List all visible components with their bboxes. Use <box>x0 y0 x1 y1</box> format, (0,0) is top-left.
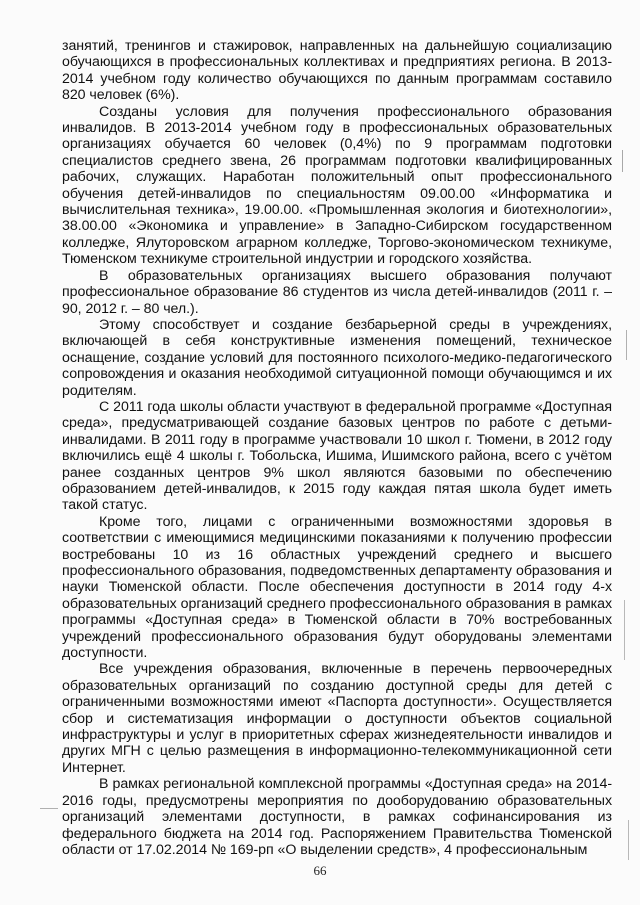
paragraph-accessibility-passports: Все учреждения образования, включенные в перечень первоочередных образовательных организаций по созданию доступной среды для детей с ограниченными возможностями имеют «Паспорта доступности». Осуществляется сбор и систематизация информации о доступности объектов социальной инфраструктуры и услуг в приоритетных сферах жизнедеятельности инвалидов и других МГН с целью размещения в информационно-телекоммуникационной сети Интернет. <box>62 661 612 776</box>
paragraph-disabled-education: Созданы условия для получения профессионального образования инвалидов. В 2013-2014 учебном году в профессиональных образовательных организациях обучается 60 человек (0,4%) по 9 программам подготовки специалистов среднего звена, 26 программам подготовки квалифицированных рабочих, служащих. Наработан положительный опыт профессионального обучения детей-инвалидов по специальностям 09.00.00 «Информатика и вычислительная техника», 19.00.00. «Промышленная экология и биотехнологии», 38.00.00 «Экономика и управление» в Западно-Сибирском государственном колледже, Ялуторовском аграрном колледже, Торгово-экономическом техникуме, Тюменском техникуме строительной индустрии и городского хозяйства. <box>62 103 612 268</box>
scan-artifact <box>622 150 623 172</box>
scan-artifact <box>624 600 625 660</box>
paragraph-continuation: занятий, тренингов и стажировок, направленных на дальнейшую социализацию обучающихся в профессиональных коллективах и предприятиях региона. В 2013-2014 учебном году количество обучающихся по данным программам составило 820 человек (6%). <box>62 38 612 104</box>
scan-artifact <box>40 808 58 809</box>
body-text <box>62 38 612 858</box>
paragraph-limited-abilities: Кроме того, лицами с ограниченными возможностями здоровья в соответствии с имеющимися медицинскими показаниями к получению профессии востребованы 10 из 16 областных учреждений среднего и высшего профессионального образования, подведомственных департаменту образования и науки Тюменской области. После обеспечения доступности в 2014 году 4-х образовательных организаций среднего профессионального образования в рамках программы «Доступная среда» в Тюменской области в 70% востребованных учреждений профессионального образования будут оборудованы элементами доступности. <box>62 513 612 662</box>
scan-artifact <box>628 820 629 860</box>
paragraph-higher-education: В образовательных организациях высшего образования получают профессиональное образование 86 студентов из числа детей-инвалидов (2011 г. – 90, 2012 г. – 80 чел.). <box>62 267 612 317</box>
paragraph-regional-program: В рамках региональной комплексной программы «Доступная среда» на 2014-2016 годы, предусмотрены мероприятия по дооборудованию образовательных организаций элементами доступности, в рамках софинансирования из федерального бюджета на 2014 год. Распоряжением Правительства Тюменской области от 17.02.2014 № 169-рп «О выделении средств», 4 профессиональным <box>62 776 612 858</box>
page-number: 66 <box>313 863 327 878</box>
paragraph-schools-program: С 2011 года школы области участвуют в федеральной программе «Доступная среда», предусматривающей создание базовых центров по работе с детьми-инвалидами. В 2011 году в программе участвовали 10 школ г. Тюмени, в 2012 году включились ещё 4 школы г. Тобольска, Ишима, Ишимского района, всего с учётом ранее созданных центров 9% школ являются базовыми по обеспечению образованием детей-инвалидов, к 2015 году каждая пятая школа будет иметь такой статус. <box>62 398 612 514</box>
paragraph-barrier-free: Этому способствует и создание безбарьерной среды в учреждениях, включающей в себя конструктивные изменения помещений, техническое оснащение, создание условий для постоянного психолого-медико-педагогического сопровождения и оказания необходимой ситуационной помощи обучающимся и их родителям. <box>62 316 612 399</box>
scan-artifact <box>626 330 627 360</box>
